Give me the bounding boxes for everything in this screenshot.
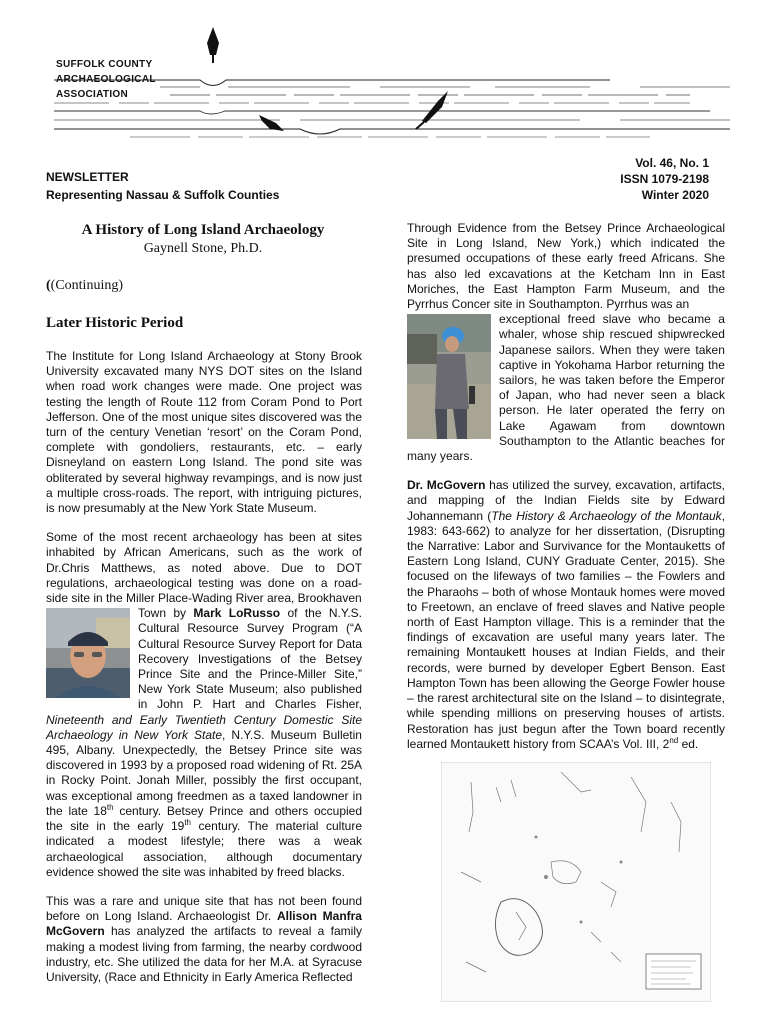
- paragraph: Through Evidence from the Betsey Prince Archaeological Site in Long Island, New York,) which indicated the presumed occupations of these early freed Africans. She has also led excavations at the Ketcham Inn in East Moriches, the East Hampton Farm Museum, and the Pyrrhus Concer site in Southampton. Pyrrhus was an: [407, 221, 725, 312]
- paragraph: Dr. McGovern has utilized the survey, excavation, artifacts, and mapping of the Indian Fields site by Edward Johannemann (The History & Archaeology of the Montauk, 1983: 643-662) to analyze for her dissertation, (Disrupting the Narrative: Labor and Survivance for the Montauketts of Eastern Long Island, CUNY Graduate Center, 2015). She focused on the lifeways of two families – the Fowlers and the Pharaohs – both of whose Montauk homes were moved to Freetown, an enclave of freed slaves and Native people north of East Hampton village. This is a reminder that the findings of excavation are useful many years later. The remaining Montaukett houses at Indian Fields, and their records, were burned by developer Egbert Benson. East Hampton Town has been allowing the George Fowler house – the rarest architectural site on the Island – to disintegrate, while spending millions on preserving houses of artists. Restoration has just begun after the Town board recently learned Montaukett history from SCAA’s Vol. III, 2nd ed.: [407, 478, 726, 751]
- issn-info: ISSN 1079-2198: [620, 172, 709, 186]
- paragraph-continued: Town by Mark LoRusso of the N.Y.S. Cultural Resource Survey Program (“A Cultural Resource Survey Report for Data Recovery Investigations of the Betsey Prince Site and the Prince-Miller Site,” New York State Museum; also published in John P. Hart and Charles Fisher, Nineteenth and Early Twentieth Century Domestic Site Archaeology in New York State, N.Y.S. Museum Bulletin 495, Albany. Unexpectedly, the Betsey Prince site was discovered in 1993 by a proposed road widening of Rt. 25A in Rocky Point. Jonah Miller, possibly the first occupant, was exceptional among freedmen as a taxed landowner in the late 18th century. Betsey Prince and others occupied the site in the early 19th century. The material culture indicated a modest lifestyle; there was a weak archaeological association, although documentary evidence showed the site was inhabited by freed blacks.: [46, 606, 362, 879]
- left-column-body: [46, 349, 362, 999]
- portrait-photo: [46, 608, 130, 698]
- logo-line-1: SUFFOLK COUNTY: [56, 59, 153, 70]
- volume-info: Vol. 46, No. 1: [635, 156, 709, 170]
- representing-label: Representing Nassau & Suffolk Counties: [46, 188, 280, 202]
- logo-trowel-graphic: [50, 25, 730, 150]
- continuing-label: ((Continuing): [46, 278, 124, 293]
- newsletter-label: NEWSLETTER: [46, 170, 129, 184]
- author-name: Mark LoRusso: [193, 606, 281, 621]
- right-column-body: [407, 221, 725, 766]
- excavation-photo: [407, 314, 491, 439]
- paragraph: The Institute for Long Island Archaeology at Stony Brook University excavated many NYS DOT sites on the Island when road work changes were made. One project was testing the length of Route 112 from Coram Pond to Port Jefferson. One of the most unique sites discovered was the turn of the century Venetian ‘resort’ on the Coram Pond, complete with gondoliers, restaurants, etc. – early Disneyland on eastern Long Island. The pond site was obliterated by several highway revampings, and is now just a multiple cross-roads. The report, with intriguing pictures, is now presumably at the New York State Museum.: [46, 349, 362, 516]
- portrait-photo-wrap: [46, 608, 130, 698]
- paragraph-continued: exceptional freed slave who became a whaler, whose ship rescued shipwrecked Japanese sailors. When they were taken captive in Yokohama Harbor returning the sailors, he was taken before the Emperor of Japan, who had never seen a black person. He later operated the ferry on Lake Agawam from downtown Southampton to the Atlantic beaches for many years.: [407, 312, 725, 464]
- author-name: Allison Manfra McGovern: [46, 909, 362, 939]
- logo-line-2: ARCHAEOLOGICAL: [56, 74, 156, 85]
- excavation-photo-wrap: [407, 314, 491, 439]
- section-heading: Later Historic Period: [46, 315, 184, 331]
- season-info: Winter 2020: [641, 188, 709, 202]
- article-title: A History of Long Island Archaeology: [81, 222, 325, 238]
- paragraph: Some of the most recent archaeology has been at sites inhabited by African Americans, such as the work of Dr.Chris Matthews, as noted above. Due to DOT regulations, archaeological testing was done on a road-side site in the Miller Place-Wading River area, Brookhaven: [46, 530, 362, 606]
- paragraph: This was a rare and unique site that has not been found before on Long Island. Archaeologist Dr. Allison Manfra McGovern has analyzed the artifacts to reveal a family making a modest living from farming, the nearby cordwood industry, etc. She utilized the data for her M.A. at Syracuse University, (Race and Ethnicity in Early America Reflected: [46, 893, 362, 984]
- site-map: [441, 762, 711, 1002]
- logo-line-3: ASSOCIATION: [56, 89, 129, 100]
- article-author: Gaynell Stone, Ph.D.: [143, 241, 263, 256]
- author-name: Dr. McGovern: [407, 478, 486, 493]
